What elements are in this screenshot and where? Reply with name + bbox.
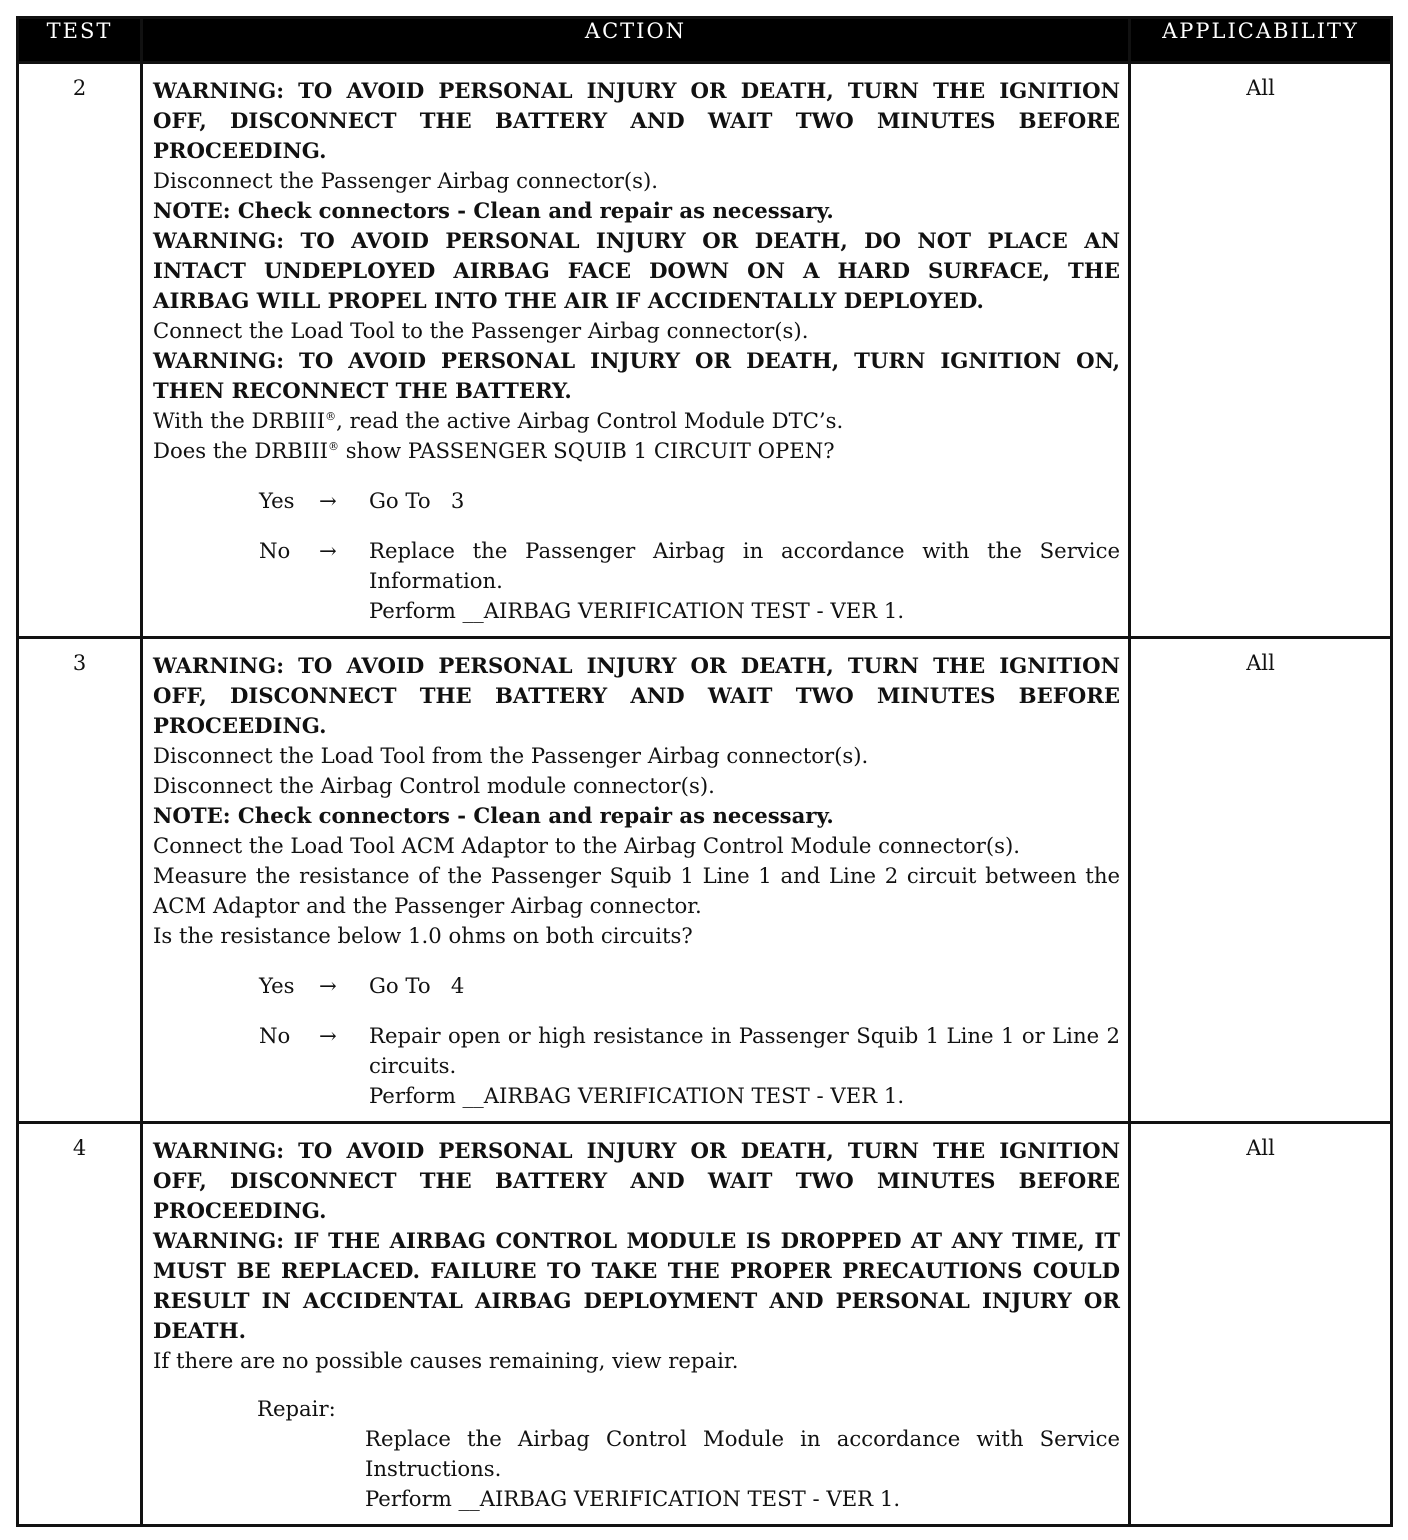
registered-mark: ® — [327, 439, 339, 453]
no-action-text: Repair open or high resistance in Passenger Squib 1 Line 1 or Line 2 circuits. — [369, 1023, 1120, 1078]
header-test: TEST — [18, 18, 142, 63]
warning-text: WARNING: TO AVOID PERSONAL INJURY OR DEATH, TURN THE IGNITION OFF, DISCONNECT THE BATTERY AND WAIT TWO MINUTES BEFORE PROCEEDING. — [153, 653, 1120, 738]
yes-branch — [153, 971, 1120, 1001]
test-number: 3 — [18, 638, 142, 1123]
question-text — [153, 436, 1120, 466]
no-branch — [153, 536, 1120, 626]
registered-mark: ® — [325, 409, 337, 423]
arrow-icon: → — [319, 1023, 337, 1048]
table-row — [18, 638, 1392, 1123]
repair-text: Replace the Airbag Control Module in accordance with Service Instructions. — [365, 1426, 1120, 1481]
action-cell — [142, 63, 1130, 638]
no-action — [369, 1021, 1120, 1111]
note-text: NOTE: Check connectors - Clean and repair as necessary. — [153, 198, 834, 223]
action-cell — [142, 638, 1130, 1123]
instruction-text: Measure the resistance of the Passenger Squib 1 Line 1 and Line 2 circuit between the ACM Adaptor and the Passenger Airbag connector. — [153, 863, 1120, 918]
warning-text: WARNING: TO AVOID PERSONAL INJURY OR DEATH, TURN THE IGNITION OFF, DISCONNECT THE BATTERY AND WAIT TWO MINUTES BEFORE PROCEEDING. — [153, 78, 1120, 163]
verification-step: Perform __AIRBAG VERIFICATION TEST - VER 1. — [369, 1083, 905, 1108]
applicability-value: All — [1130, 1123, 1392, 1526]
header-action: ACTION — [142, 18, 1130, 63]
diagnostic-test-table — [16, 16, 1393, 1527]
yes-branch — [153, 486, 1120, 516]
question-part: Does the DRBIII — [153, 438, 328, 463]
applicability-value: All — [1130, 63, 1392, 638]
arrow-icon: → — [319, 488, 337, 513]
instruction-text: Disconnect the Airbag Control module connector(s). — [153, 773, 715, 798]
no-branch — [153, 1021, 1120, 1111]
action-cell — [142, 1123, 1130, 1526]
header-applicability: APPLICABILITY — [1130, 18, 1392, 63]
table-row — [18, 1123, 1392, 1526]
no-action — [369, 536, 1120, 626]
verification-step: Perform __AIRBAG VERIFICATION TEST - VER 1. — [365, 1486, 901, 1511]
yes-action: Go To 3 — [369, 488, 465, 513]
instruction-text: Connect the Load Tool to the Passenger Airbag connector(s). — [153, 318, 809, 343]
arrow-icon: → — [319, 538, 337, 563]
verification-step: Perform __AIRBAG VERIFICATION TEST - VER 1. — [369, 598, 905, 623]
warning-text: WARNING: TO AVOID PERSONAL INJURY OR DEATH, DO NOT PLACE AN INTACT UNDEPLOYED AIRBAG FACE DOWN ON A HARD SURFACE, THE AIRBAG WILL PROPEL INTO THE AIR IF ACCIDENTALLY DEPLOYED. — [153, 228, 1120, 313]
instruction-text: If there are no possible causes remaining, view repair. — [153, 1348, 739, 1373]
warning-text: WARNING: TO AVOID PERSONAL INJURY OR DEATH, TURN THE IGNITION OFF, DISCONNECT THE BATTERY AND WAIT TWO MINUTES BEFORE PROCEEDING. — [153, 1138, 1120, 1223]
no-label: No — [259, 538, 291, 563]
instruction-text: Connect the Load Tool ACM Adaptor to the Airbag Control Module connector(s). — [153, 833, 1020, 858]
no-label: No — [259, 1023, 291, 1048]
yes-label: Yes — [259, 973, 295, 998]
warning-text: WARNING: TO AVOID PERSONAL INJURY OR DEATH, TURN IGNITION ON, THEN RECONNECT THE BATTERY. — [153, 348, 1120, 403]
yes-label: Yes — [259, 488, 295, 513]
instruction-text — [153, 406, 1120, 436]
instruction-part: With the DRBIII — [153, 408, 326, 433]
instruction-text: Disconnect the Passenger Airbag connector(s). — [153, 168, 659, 193]
applicability-value: All — [1130, 638, 1392, 1123]
table-row — [18, 63, 1392, 638]
question-part: show PASSENGER SQUIB 1 CIRCUIT OPEN? — [338, 438, 835, 463]
instruction-text: Disconnect the Load Tool from the Passenger Airbag connector(s). — [153, 743, 869, 768]
instruction-part: , read the active Airbag Control Module DTC’s. — [336, 408, 844, 433]
note-text: NOTE: Check connectors - Clean and repair as necessary. — [153, 803, 834, 828]
repair-action — [365, 1424, 1120, 1514]
no-action-text: Replace the Passenger Airbag in accordance with the Service Information. — [369, 538, 1120, 593]
repair-label: Repair: — [257, 1396, 336, 1421]
question-text: Is the resistance below 1.0 ohms on both circuits? — [153, 923, 693, 948]
arrow-icon: → — [319, 973, 337, 998]
test-number: 4 — [18, 1123, 142, 1526]
table-header-row — [18, 18, 1392, 63]
test-number: 2 — [18, 63, 142, 638]
warning-text: WARNING: IF THE AIRBAG CONTROL MODULE IS DROPPED AT ANY TIME, IT MUST BE REPLACED. FAILURE TO TAKE THE PROPER PRECAUTIONS COULD RESULT IN ACCIDENTAL AIRBAG DEPLOYMENT AND PERSONAL INJURY OR DEATH. — [153, 1228, 1120, 1343]
yes-action: Go To 4 — [369, 973, 465, 998]
